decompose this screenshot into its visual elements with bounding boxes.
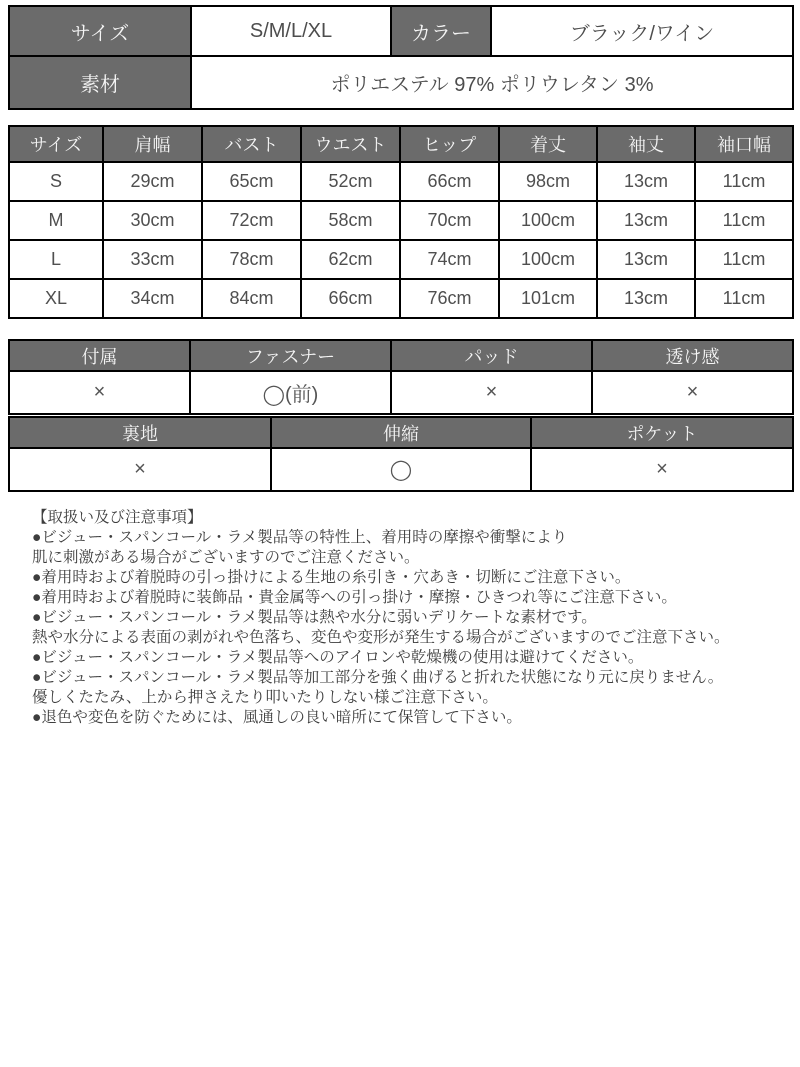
- material-label: 素材: [9, 56, 191, 109]
- cell: 66cm: [301, 279, 400, 318]
- col-header-length: 着丈: [499, 126, 597, 162]
- cell: 33cm: [103, 240, 202, 279]
- feature-value-accessory: ×: [9, 371, 190, 414]
- material-value: ポリエステル 97% ポリウレタン 3%: [191, 56, 793, 109]
- cell: 11cm: [695, 162, 793, 201]
- cell: 70cm: [400, 201, 499, 240]
- cell: M: [9, 201, 103, 240]
- feature-header-pad: パッド: [391, 340, 592, 371]
- cell: 29cm: [103, 162, 202, 201]
- col-header-sleeve: 袖丈: [597, 126, 695, 162]
- cell: 65cm: [202, 162, 301, 201]
- care-note-line: ●ビジュー・スパンコール・ラメ製品等の特性上、着用時の摩擦や衝撃により: [32, 529, 568, 546]
- care-note-line: ●ビジュー・スパンコール・ラメ製品等は熱や水分に弱いデリケートな素材です。: [32, 609, 597, 626]
- feature-value-stretch: ◯: [271, 448, 531, 491]
- size-label: サイズ: [9, 6, 191, 56]
- cell: XL: [9, 279, 103, 318]
- care-note-line: 熱や水分による表面の剥がれや色落ち、変色や変形が発生する場合がございますのでご注意下さい。: [32, 629, 730, 646]
- feature-value-pocket: ×: [531, 448, 793, 491]
- cell: 98cm: [499, 162, 597, 201]
- feature-header-stretch: 伸縮: [271, 417, 531, 448]
- care-note-line: 肌に刺激がある場合がございますのでご注意ください。: [32, 549, 420, 566]
- cell: 30cm: [103, 201, 202, 240]
- feature-header-fastener: ファスナー: [190, 340, 391, 371]
- features-table-1: [8, 339, 794, 415]
- cell: 100cm: [499, 201, 597, 240]
- cell: 34cm: [103, 279, 202, 318]
- care-note-line: ●着用時および着脱時に装飾品・貴金属等への引っ掛け・摩擦・ひきつれ等にご注意下さい。: [32, 589, 677, 606]
- care-notes: [32, 508, 792, 728]
- cell: 13cm: [597, 279, 695, 318]
- feature-value-fastener: ◯(前): [190, 371, 391, 414]
- cell: 58cm: [301, 201, 400, 240]
- feature-header-lining: 裏地: [9, 417, 271, 448]
- measurements-header-row: [9, 126, 793, 162]
- care-note-line: ●ビジュー・スパンコール・ラメ製品等へのアイロンや乾燥機の使用は避けてください。: [32, 649, 644, 666]
- cell: 13cm: [597, 201, 695, 240]
- col-header-shoulder: 肩幅: [103, 126, 202, 162]
- size-value: S/M/L/XL: [191, 6, 391, 56]
- feature-value-pad: ×: [391, 371, 592, 414]
- cell: 11cm: [695, 279, 793, 318]
- col-header-cuff: 袖口幅: [695, 126, 793, 162]
- col-header-waist: ウエスト: [301, 126, 400, 162]
- measurements-table: [8, 125, 794, 319]
- care-note-line: ●着用時および着脱時の引っ掛けによる生地の糸引き・穴あき・切断にご注意下さい。: [32, 569, 631, 586]
- table-row-l: [9, 240, 793, 279]
- col-header-hip: ヒップ: [400, 126, 499, 162]
- col-header-size: サイズ: [9, 126, 103, 162]
- cell: 11cm: [695, 201, 793, 240]
- color-label: カラー: [391, 6, 491, 56]
- cell: 78cm: [202, 240, 301, 279]
- cell: 74cm: [400, 240, 499, 279]
- care-note-line: 優しくたたみ、上から押さえたり叩いたりしない様ご注意下さい。: [32, 689, 498, 706]
- feature-header-pocket: ポケット: [531, 417, 793, 448]
- feature-value-lining: ×: [9, 448, 271, 491]
- cell: 101cm: [499, 279, 597, 318]
- table-row-m: [9, 201, 793, 240]
- features-table-2: [8, 416, 794, 492]
- cell: 52cm: [301, 162, 400, 201]
- col-header-bust: バスト: [202, 126, 301, 162]
- cell: 11cm: [695, 240, 793, 279]
- feature-header-accessory: 付属: [9, 340, 190, 371]
- summary-table: [8, 5, 794, 110]
- cell: 62cm: [301, 240, 400, 279]
- care-note-line: ●ビジュー・スパンコール・ラメ製品等加工部分を強く曲げると折れた状態になり元に戻りません。: [32, 669, 724, 686]
- cell: 66cm: [400, 162, 499, 201]
- feature-value-sheerness: ×: [592, 371, 793, 414]
- cell: 84cm: [202, 279, 301, 318]
- cell: 76cm: [400, 279, 499, 318]
- cell: S: [9, 162, 103, 201]
- color-value: ブラック/ワイン: [491, 6, 793, 56]
- cell: 13cm: [597, 240, 695, 279]
- cell: 72cm: [202, 201, 301, 240]
- table-row-s: [9, 162, 793, 201]
- cell: 100cm: [499, 240, 597, 279]
- care-note-line: ●退色や変色を防ぐためには、風通しの良い暗所にて保管して下さい。: [32, 709, 522, 726]
- feature-header-sheerness: 透け感: [592, 340, 793, 371]
- cell: L: [9, 240, 103, 279]
- cell: 13cm: [597, 162, 695, 201]
- care-notes-title: 【取扱い及び注意事項】: [32, 509, 203, 526]
- table-row-xl: [9, 279, 793, 318]
